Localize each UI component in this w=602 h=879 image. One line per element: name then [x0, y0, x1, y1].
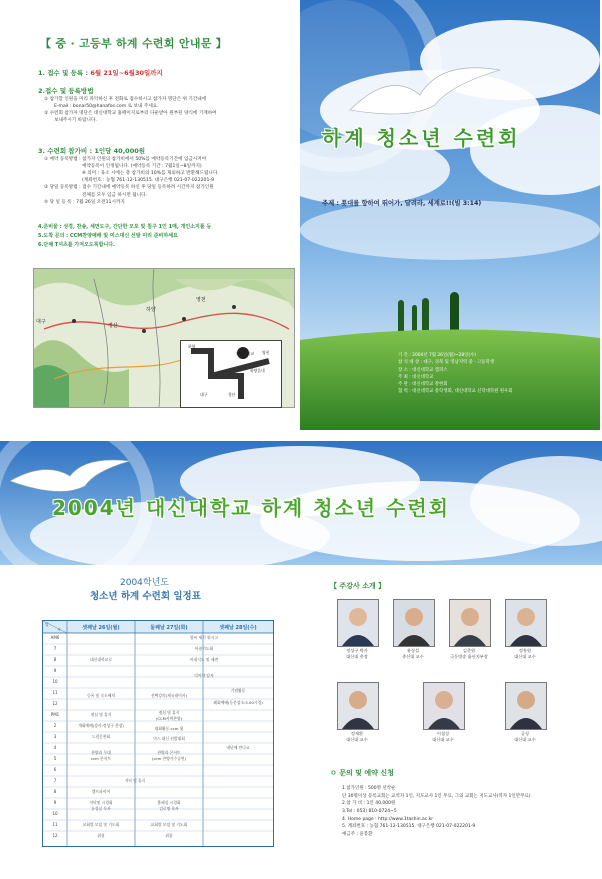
hour-label: AM6 — [50, 635, 60, 640]
speaker-caption — [498, 648, 552, 659]
inquiry-line: 2.참 가 비 : 1인 40,000원 — [342, 801, 396, 807]
section-3-body — [44, 156, 294, 206]
schedule-cell: ccm 콘서트 — [90, 756, 112, 761]
speaker-caption — [330, 648, 384, 659]
hour-label: 9 — [53, 668, 57, 673]
speaker-role: 대신대 교수 — [514, 653, 536, 659]
schedule-cell: (CCM사역찬양) — [155, 716, 183, 721]
schedule-cell: 개회예배(강사:정성구 총장) — [78, 723, 124, 728]
speaker-role: 대신대 총장 — [346, 653, 368, 659]
banner-title: 2004년 대신대학교 하계 청소년 수련회 — [52, 496, 450, 520]
schedule-cell: (ccm 찬양가수공연) — [151, 756, 187, 761]
section-3-line: 예약등록이 인정됩니다. (예약등록 기간 : 7월1일~8일까지) — [82, 164, 202, 170]
schedule-cell: 덕이야 달자 — [194, 673, 214, 678]
schedule-cell: 폐회예배(동문장소:5.00시경) — [213, 700, 263, 705]
inquiry-line: 5. 계좌번호 : 농협 761-12-130515. 대구은행 021-07-022201-9 — [342, 824, 476, 830]
speaker-name: 정재환 — [350, 731, 364, 736]
cover-info-line: 장 소 : 대신대학교 캠퍼스 — [398, 367, 448, 373]
inset-label: 경산 — [228, 392, 236, 397]
cover-info-line: 협 력 : 대신대학교 총학생회, 대신대학교 신학대학원 원우회 — [398, 389, 513, 395]
section-2-body — [44, 96, 294, 124]
speaker-caption — [330, 731, 384, 742]
section-3-line: ⑤ 당 일 등 록 : 7월 26일 오전11시까지 — [44, 199, 125, 205]
schedule-cell: 김로명 목사 — [159, 806, 179, 811]
schedule-cell: 교회별 모임 및 기도회 — [82, 822, 120, 827]
person-icon — [506, 600, 546, 646]
cover-theme: 주제 : 푯대를 향하여 뛰어가, 달려라, 세계로!!(빌 3:14) — [322, 200, 482, 207]
section-3-line: (계좌번호 : 농협 761-12-130515. 대구은행 021-07-022201-9 — [82, 178, 214, 184]
person-icon — [424, 683, 464, 729]
speaker-name: 이철성 — [436, 731, 450, 736]
speaker-name: 유상섭 — [406, 648, 420, 653]
inquiry-line: 1.참가인원 : 500명 선착순 — [342, 786, 396, 791]
hour-label: 2 — [53, 723, 57, 728]
speaker-photo — [449, 599, 491, 647]
schedule-cell: 홈페실 시경회 — [157, 800, 181, 805]
inquiry-list — [342, 785, 531, 838]
speaker-role: 대신대 교수 — [514, 736, 536, 742]
inquiry-line: 3.Tel : 053) 810-0724~5 — [342, 808, 397, 814]
person-icon — [506, 683, 546, 729]
section-2-line: 보내주시기 바랍니다. — [54, 118, 97, 124]
section-3-label: 3. 수련회 참가비 : 1인당 40,000원 — [38, 147, 146, 155]
hour-label: 8 — [53, 789, 57, 794]
speaker-role: 대신대 교수 — [346, 736, 368, 742]
speaker-photo — [337, 682, 379, 730]
schedule-cell: 저녁 및 휴식 — [124, 778, 146, 783]
speaker-photo — [393, 599, 435, 647]
schedule-cell: 아침기도회 — [194, 646, 214, 651]
hour-label: 10 — [52, 811, 58, 816]
schedule-cell: 기념활동 — [230, 688, 246, 693]
schedule-table — [42, 620, 274, 847]
schedule-cell: 내년에 만나요 — [226, 745, 250, 750]
schedule-cell: 열씨 세기 뛰시고 — [189, 635, 219, 640]
schedule-corner-day: 일 — [45, 622, 49, 627]
schedule-cell: 찬양과 콘서트 — [157, 750, 181, 755]
hour-label: 4 — [53, 745, 57, 750]
speaker-photo — [423, 682, 465, 730]
hour-label: 7 — [53, 778, 57, 783]
section-5: 5.도착 문의 : CCM찬양예배 및 미스대신 선발 미리 준비하세요 — [38, 233, 178, 239]
cover-info-line: 주 관 : 대신대학교 찰현회 — [398, 382, 448, 388]
inquiry-title: ㅇ 문의 및 예약 신청 — [330, 769, 394, 777]
section-2-line: ① 참가할 인원을 미리 파악하신 후 전화로 접수하시고 참가자 명단은 위 기간내에 — [44, 97, 207, 102]
schedule-header-day3: 셋째날 28일(수) — [219, 625, 257, 631]
cover-info-line: 참 석 대 상 : 대구, 경북 및 영남지역 중 · 고등학생 — [398, 360, 494, 366]
section-3-line: ② 당일 등록방법 : 접수 기간내에 예약등록 하신 후 당일 등록하려 시간까지 참가인원 — [44, 185, 214, 191]
schedule-year: 2004학년도 — [120, 578, 169, 588]
section-1-label: 1. 접수 및 등록 : — [38, 69, 89, 77]
cover-info-line: 주 최 : 대신대학교 — [398, 374, 434, 380]
section-6: 6.단체 T셔츠를 가져오도록합니다. — [38, 242, 115, 248]
schedule-title: 청소년 하계 수련회 일정표 — [90, 591, 201, 602]
inset-label: 하양 — [188, 344, 196, 349]
person-icon — [338, 600, 378, 646]
hour-label: 12 — [52, 833, 58, 838]
hour-label: 11 — [52, 822, 58, 827]
schedule-header-day2: 둘째날 27일(화) — [150, 625, 188, 631]
cover-info-line: 기 간 : 2004년 7월 26일(월)~28일(수) — [398, 353, 477, 358]
section-4: 4.준비물 : 성경, 찬송, 세면도구, 간단한 모포 및 침구 1인 1매, 개인소지품 등 — [38, 224, 212, 230]
section-2-line: ② 수련회 참가자 명단은 대신대학교 홈페이지로부터 다운받아 원부된 양식에 기재하여 — [44, 111, 217, 117]
schedule-cell: 대회활동 ccm 뒷 — [154, 726, 184, 731]
schedule-cell: 점심 및 휴식 — [158, 710, 180, 715]
schedule-cell: 미스 대신 선발대회 — [153, 736, 185, 741]
person-icon — [394, 600, 434, 646]
hour-label: 8 — [53, 657, 57, 662]
speaker-photo — [505, 682, 547, 730]
cover-page — [300, 0, 600, 430]
notice-page — [0, 0, 298, 430]
schedule-cell: 캠프파이어 — [91, 789, 111, 794]
speaker-name: 공칭 — [520, 731, 530, 736]
inset-label: 대신대학교 — [236, 351, 255, 356]
inset-label: 하양읍내 — [250, 368, 265, 373]
inquiry-line: 4. Home page : http://www.1tashin.ac.kr — [342, 816, 434, 822]
hour-label: 9 — [53, 800, 57, 805]
section-2-label: 2.접수 및 등록방법 — [38, 87, 94, 95]
schedule-cell: 점심 및 휴식 — [90, 712, 112, 717]
hour-label: 10 — [52, 679, 58, 684]
hour-label: 11 — [52, 690, 58, 695]
speaker-caption — [416, 731, 470, 742]
speaker-photo — [337, 599, 379, 647]
schedule-cell: 대신대학교로 — [89, 657, 112, 662]
schedule-cell: 선택강의(재유데이카) — [151, 693, 187, 698]
speakers-title: 【 주강사 소개 】 — [330, 582, 386, 590]
section-3-line: ※ 의미 : 육소 시에는 총 참가비의 10%를 제외하고 반환해드립니다. — [82, 171, 219, 177]
schedule-cell: 취침 — [165, 833, 173, 838]
schedule-cell: 유성실 목사 — [91, 806, 111, 811]
person-icon — [338, 683, 378, 729]
schedule-cell: 찬양과 무대 — [91, 750, 111, 755]
speaker-caption — [442, 648, 496, 659]
speaker-role: 극동방송 울산지부장 — [450, 653, 488, 659]
schedule-cell: 아침식드 및 세면 — [189, 657, 219, 662]
notice-title: 【 중 · 고등부 하계 수련회 안내문 】 — [40, 37, 228, 50]
schedule-cell: 드림순찬회 — [91, 734, 111, 739]
speaker-role: 총신대 교수 — [402, 653, 424, 659]
hour-label: PM1 — [50, 712, 60, 717]
hour-label: 7 — [53, 646, 57, 651]
hour-label: 5 — [53, 756, 57, 761]
schedule-cell: 저녁및 시경회 — [89, 800, 113, 805]
schedule-corner-hour: 시 — [57, 627, 61, 632]
speaker-caption — [386, 648, 440, 659]
speaker-photo — [505, 599, 547, 647]
section-1 — [38, 68, 163, 77]
section-3-line: 전체를 모두 입금 하시면 됩니다. — [82, 192, 147, 198]
schedule-cell: 등록 및 숙소배치 — [86, 693, 116, 698]
speaker-name: 정흥원 — [518, 648, 532, 653]
speaker-caption — [498, 731, 552, 742]
hour-label: 3 — [53, 734, 57, 739]
speaker-name: 정성구 박사 — [346, 648, 368, 653]
cover-info — [398, 352, 512, 396]
schedule-header-day1: 셋째날 26일(월) — [82, 625, 120, 631]
inset-label: 영천 — [262, 350, 270, 355]
section-1-value: 6월 21일~6월30일까지 — [90, 69, 163, 77]
inquiry-line: 단 30명이상 등록교회는 교역자 1인, 지도교사 1인 무료, 그외 교회는 지도교사(역자 1인만무료) — [342, 793, 531, 799]
hour-label: 6 — [53, 767, 57, 772]
hour-label: 12 — [52, 701, 58, 706]
section-2-line: E-mail : bonar50@hanafos.com 로 보내 주세요. — [54, 104, 159, 110]
map-label: 영천 — [196, 297, 206, 303]
cover-title: 하계 청소년 수련회 — [322, 126, 521, 150]
map-label: 하양 — [146, 307, 156, 313]
inset-label: 대구 — [200, 392, 208, 397]
schedule-cell: 교회별 모임 및 기도회 — [150, 822, 188, 827]
speaker-name: 김준원 — [462, 648, 476, 653]
person-icon — [450, 600, 490, 646]
inquiry-line: 예금주 : 윤봉환 — [342, 831, 373, 837]
schedule-cell: 취침 — [97, 833, 105, 838]
section-3-line: ① 예약 등록방법 : 참가자 인원의 참가비에서 50%를 예약등록기간에 입금시켜야 — [44, 157, 207, 162]
map-label: 경산 — [108, 323, 118, 329]
speaker-role: 대신대 교수 — [432, 736, 454, 742]
map-label: 대구 — [36, 319, 46, 325]
